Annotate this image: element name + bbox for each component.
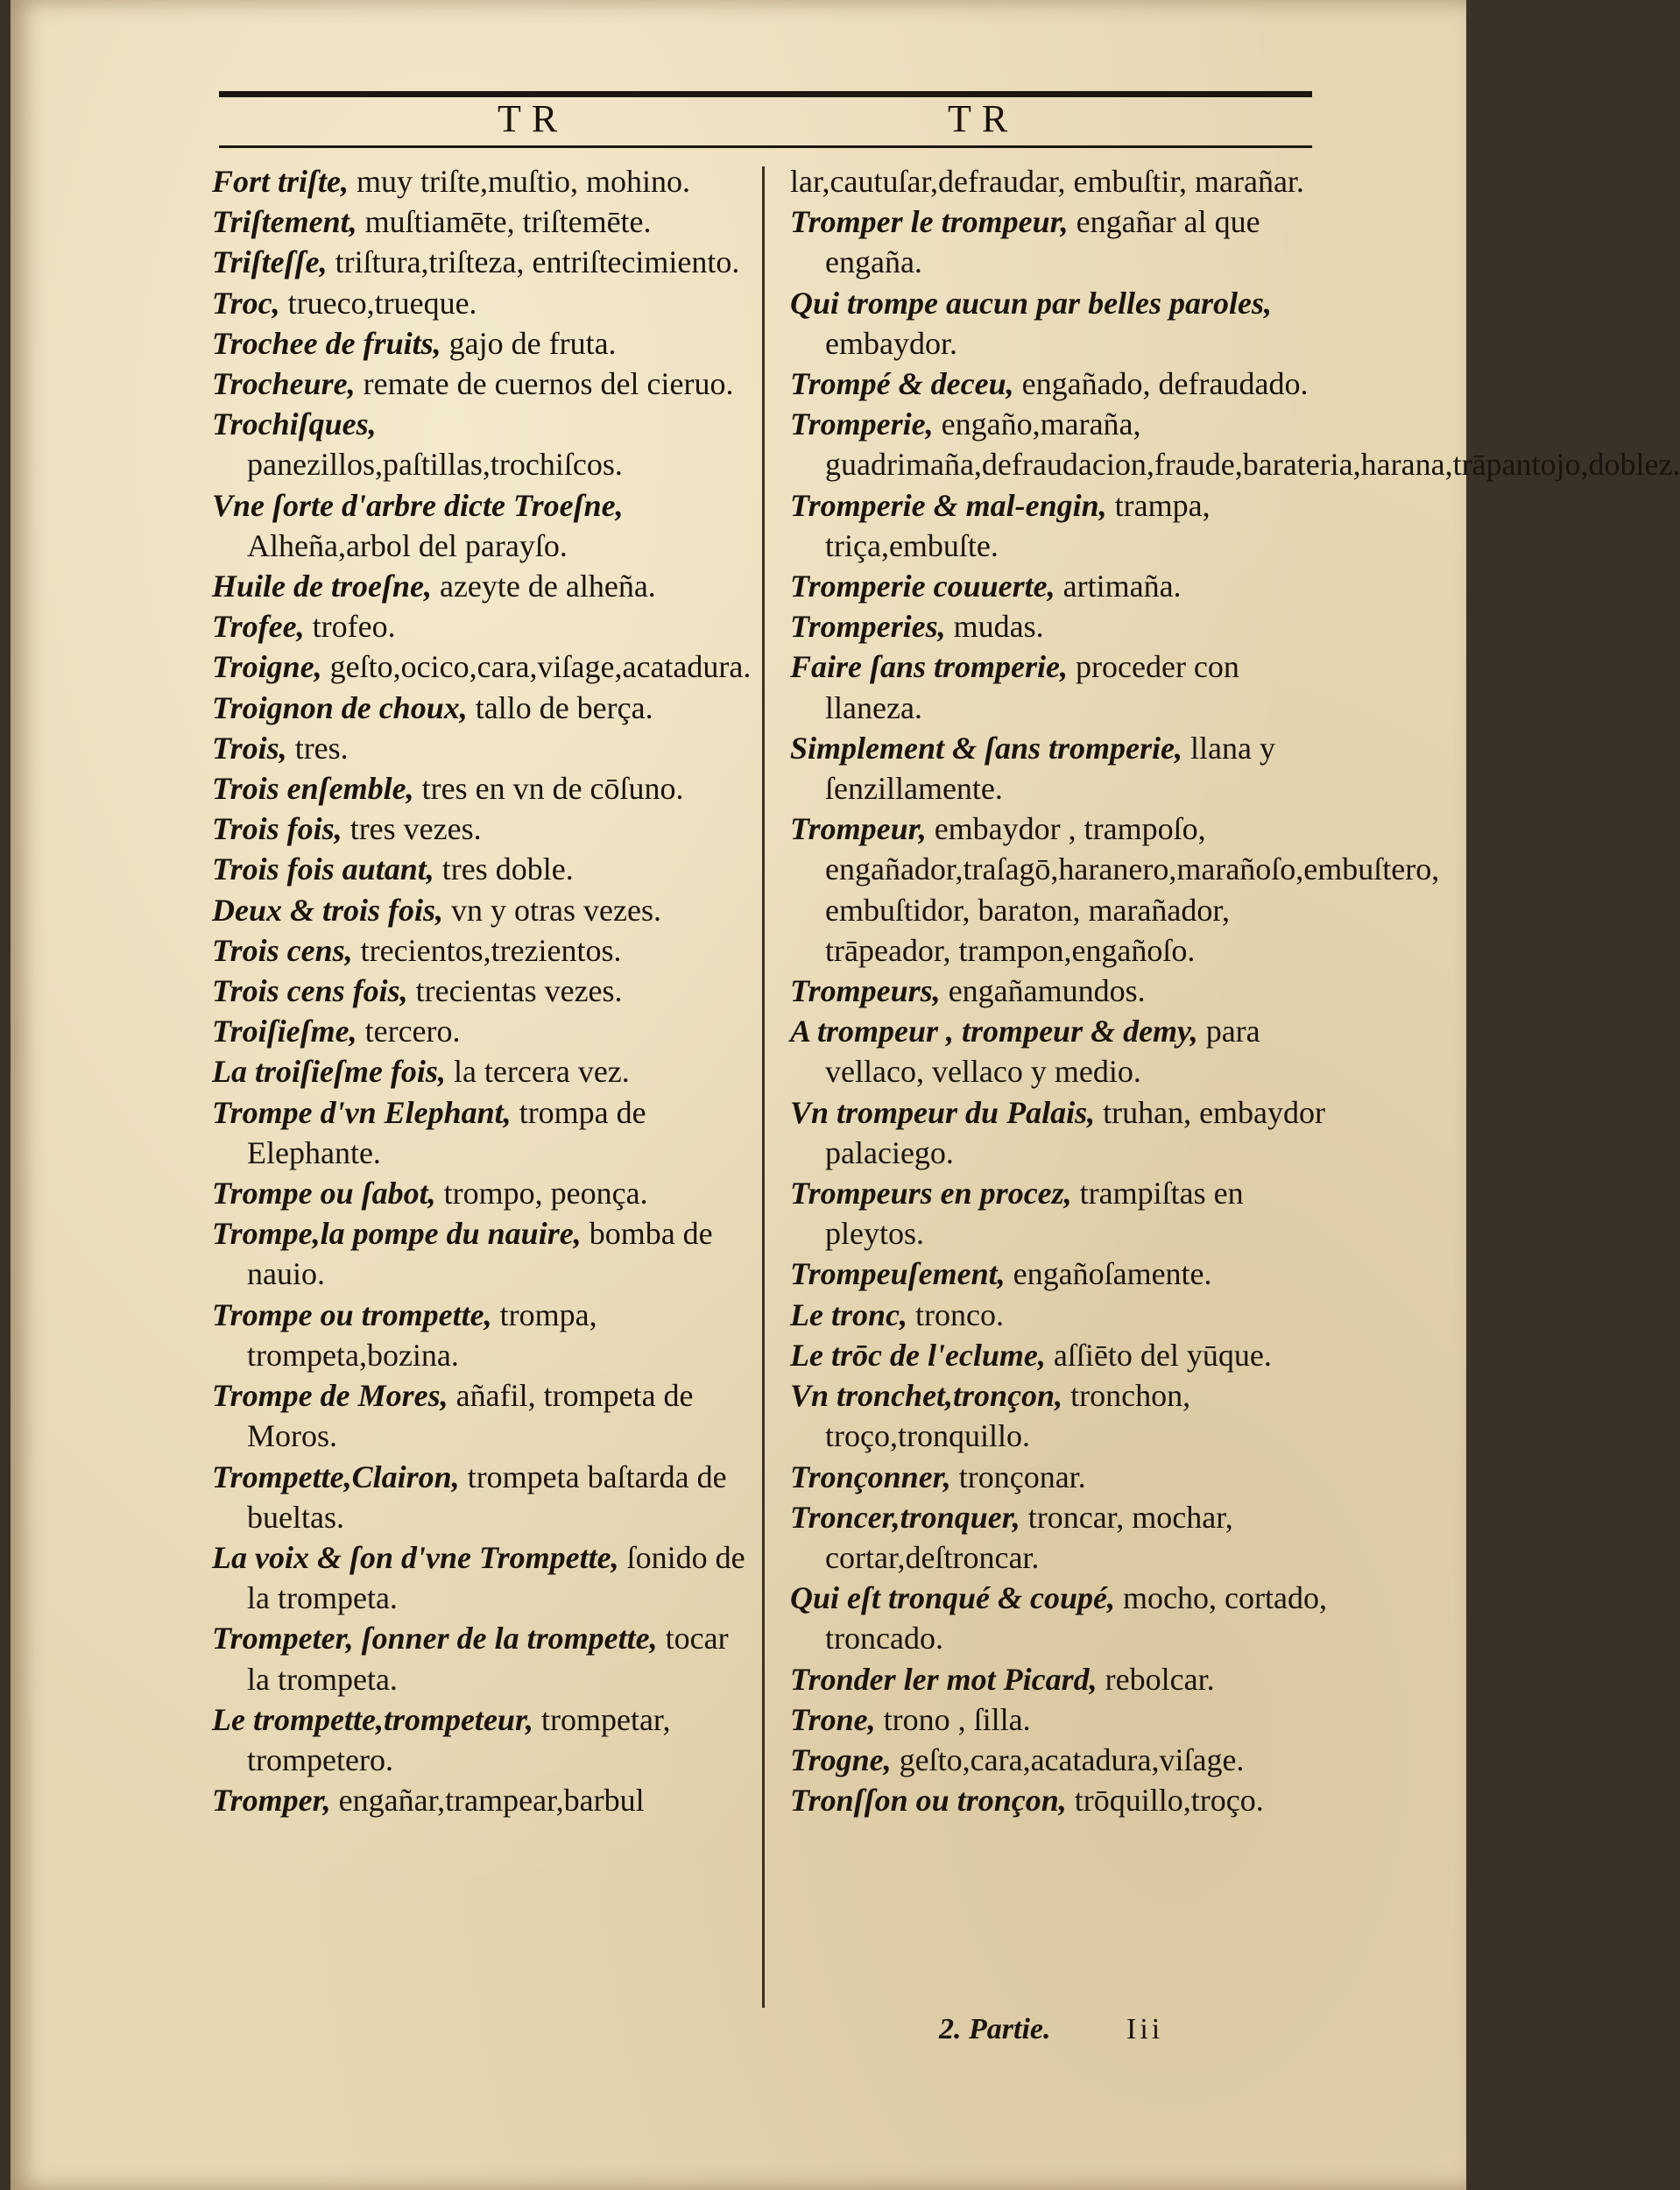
spanish-translation: triſtura,triſteza, entriſtecimiento. (335, 244, 740, 280)
spanish-translation: trecientas vezes. (415, 973, 623, 1009)
french-headword: Vn trompeur du Palais, (790, 1094, 1096, 1130)
dictionary-entry (212, 323, 753, 364)
spanish-translation: engañoſamente. (1013, 1256, 1212, 1292)
french-headword: Trompeurs, (790, 973, 941, 1009)
dictionary-entry (790, 1497, 1331, 1578)
french-headword: Troiſieſme, (212, 1014, 357, 1049)
french-headword: Troigne, (212, 649, 322, 685)
french-headword: Tronſſon ou tronçon, (790, 1783, 1067, 1819)
spanish-translation: trompo, peonça. (443, 1176, 648, 1212)
french-headword: Vne ſorte d'arbre dicte Troeſne, (212, 487, 624, 523)
french-headword: Le tronc, (790, 1296, 907, 1332)
spanish-translation: mocho, cortado, troncado. (825, 1580, 1327, 1657)
spanish-translation: trompa de Elephante. (247, 1094, 646, 1170)
french-headword: Trois fois, (212, 811, 342, 847)
spanish-translation: muy triſte,muſtio, mohino. (356, 164, 691, 199)
french-headword: La troiſieſme fois, (212, 1054, 446, 1090)
spanish-translation: geſto,ocico,cara,viſage,acatadura. (329, 649, 752, 685)
dictionary-entry (212, 242, 753, 282)
french-headword: Troncer,tronquer, (790, 1499, 1020, 1535)
dictionary-entry (212, 768, 753, 809)
dictionary-entry (790, 728, 1331, 809)
french-headword: Faire ſans tromperie, (790, 649, 1069, 685)
dictionary-entry (212, 364, 753, 404)
dictionary-entry (790, 1092, 1331, 1173)
french-headword: Trompé & deceu, (790, 366, 1014, 402)
spanish-translation: troncar, mochar, cortar,deſtroncar. (825, 1499, 1233, 1575)
dictionary-entry (212, 1618, 753, 1699)
dictionary-entry (212, 890, 753, 930)
french-headword: Fort triſte, (212, 164, 349, 199)
french-headword: Trois enſemble, (212, 771, 414, 807)
dictionary-entry (790, 364, 1331, 404)
spanish-translation: lar,cautuſar,defraudar, embuſtir, marañar. (790, 164, 1304, 199)
top-rule (219, 91, 1312, 97)
french-headword: Tromperie couuerte, (790, 569, 1055, 604)
spanish-translation: embaydor , trampoſo, engañador,traſagō,haranero,marañoſo,embuſtero, embuſtidor, baraton, marañador, trāpeador, trampon,engañoſo. (825, 811, 1440, 968)
dictionary-entry (212, 404, 753, 484)
spanish-translation: trompetar, trompetero. (247, 1701, 671, 1777)
french-headword: Deux & trois fois, (212, 892, 444, 928)
french-headword: Tromperies, (790, 609, 946, 645)
french-headword: Tromperie, (790, 406, 934, 442)
spanish-translation: embaydor. (825, 325, 957, 361)
spanish-translation: tocar la trompeta. (247, 1621, 729, 1697)
french-headword: Trompeur, (790, 811, 927, 847)
french-headword: Trompeurs en procez, (790, 1176, 1072, 1212)
spanish-translation: tronco. (914, 1296, 1004, 1332)
french-headword: Trompette,Clairon, (212, 1459, 460, 1494)
dictionary-entry (790, 1457, 1331, 1497)
dictionary-entry (212, 485, 753, 566)
french-headword: Trois cens fois, (212, 973, 408, 1009)
spanish-translation: engañar,trampear,barbul (338, 1783, 645, 1819)
french-headword: Trochiſques, (212, 406, 377, 442)
french-headword: Trone, (790, 1701, 876, 1737)
folio-mark: Iii (1126, 2013, 1164, 2045)
book-page (11, 0, 1680, 2190)
spanish-translation: azeyte de alheña. (439, 569, 656, 604)
spanish-translation: remate de cuernos del cieruo. (363, 366, 734, 402)
dictionary-entry (212, 1213, 753, 1294)
dictionary-entry (790, 1011, 1331, 1091)
spanish-translation: la tercera vez. (453, 1054, 630, 1090)
dictionary-entry (790, 1335, 1331, 1375)
french-headword: Le trōc de l'eclume, (790, 1337, 1046, 1373)
spanish-translation: llana y ſenzillamente. (825, 730, 1275, 807)
signature-mark: 2. Partie. (939, 2013, 1051, 2045)
dictionary-entry (790, 283, 1331, 364)
header-rule (219, 145, 1312, 148)
dictionary-entry (212, 1092, 753, 1173)
dictionary-entry (790, 1740, 1331, 1780)
dictionary-entry (212, 1375, 753, 1456)
dictionary-entry (790, 646, 1331, 727)
spanish-translation: panezillos,paſtillas,trochiſcos. (247, 447, 623, 483)
spanish-translation: engañado, defraudado. (1021, 366, 1309, 402)
french-headword: Qui trompe aucun par belles paroles, (790, 285, 1273, 321)
dictionary-entry (212, 1780, 753, 1820)
dictionary-entry (212, 606, 753, 646)
french-headword: Vn tronchet,tronçon, (790, 1378, 1063, 1414)
spanish-translation: trecientos,trezientos. (360, 932, 622, 968)
french-headword: Trochee de fruits, (212, 325, 441, 361)
spanish-translation: engañamundos. (948, 973, 1146, 1009)
dictionary-entry (212, 283, 753, 323)
column-divider (762, 166, 765, 2008)
running-head-left: TR (498, 97, 568, 140)
dictionary-entry (790, 485, 1331, 566)
spanish-translation: artimaña. (1062, 569, 1182, 604)
french-headword: Trompe de Mores, (212, 1378, 448, 1414)
dictionary-entry (790, 606, 1331, 646)
spanish-translation: trōquillo,troço. (1074, 1783, 1264, 1819)
spanish-translation: trompa, trompeta,bozina. (247, 1296, 597, 1373)
french-headword: Troignon de choux, (212, 689, 468, 725)
dictionary-entry (212, 1173, 753, 1213)
dictionary-entry (790, 404, 1680, 484)
spanish-translation: gajo de fruta. (448, 325, 617, 361)
dictionary-entry (212, 849, 753, 889)
right-column (790, 161, 1680, 1820)
spanish-translation: trono , ſilla. (883, 1701, 1031, 1737)
spanish-translation: mudas. (953, 609, 1044, 645)
dictionary-entry (212, 1051, 753, 1091)
dictionary-entry (790, 809, 1440, 971)
dictionary-entry (790, 1699, 1331, 1740)
spanish-translation: Alheña,arbol del parayſo. (247, 527, 568, 563)
dictionary-entry (212, 1699, 753, 1780)
spanish-translation: engañar al que engaña. (825, 204, 1260, 280)
spanish-translation: tres vezes. (349, 811, 482, 847)
dictionary-entry (212, 1295, 753, 1375)
dictionary-entry (790, 1254, 1331, 1294)
french-headword: Trompeuſement, (790, 1256, 1006, 1292)
dictionary-entry (212, 971, 753, 1011)
dictionary-entry (790, 1659, 1331, 1699)
french-headword: Huile de troeſne, (212, 569, 432, 604)
french-headword: Trompe,la pompe du nauire, (212, 1216, 582, 1252)
spanish-translation: para vellaco, vellaco y medio. (825, 1014, 1260, 1090)
french-headword: Qui eſt tronqué & coupé, (790, 1580, 1116, 1616)
french-headword: La voix & ſon d'vne Trompette, (212, 1539, 619, 1575)
french-headword: Troc, (212, 285, 280, 321)
dictionary-entry (212, 809, 753, 849)
spanish-translation: añafil, trompeta de Moros. (247, 1378, 694, 1454)
french-headword: Trois fois autant, (212, 851, 434, 887)
spanish-translation: tronchon, troço,tronquillo. (825, 1378, 1191, 1454)
dictionary-entry (790, 1173, 1331, 1254)
spanish-translation: engaño,maraña, guadrimaña,defraudacion,fraude,barateria,harana,trāpantojo,doblez. (825, 406, 1680, 483)
dictionary-entry (212, 566, 753, 606)
dictionary-entry (212, 161, 753, 201)
french-headword: Le trompette,trompeteur, (212, 1701, 533, 1737)
spanish-translation: ſonido de la trompeta. (247, 1539, 745, 1616)
french-headword: Tromperie & mal-engin, (790, 487, 1107, 523)
french-headword: Triſteſſe, (212, 244, 328, 280)
spanish-translation: vn y otras vezes. (451, 892, 661, 928)
french-headword: Trompeter, ſonner de la trompette, (212, 1621, 658, 1657)
dictionary-entry (212, 1457, 753, 1537)
spanish-translation: tallo de berça. (475, 689, 653, 725)
spanish-translation: truhan, embaydor palaciego. (825, 1094, 1326, 1170)
spanish-translation: bomba de nauio. (247, 1216, 713, 1292)
dictionary-entry (790, 1578, 1331, 1658)
spanish-translation: trueco,trueque. (287, 285, 477, 321)
dictionary-entry (212, 688, 753, 728)
running-head-right: TR (948, 97, 1019, 140)
spanish-translation: trampa, triça,embuſte. (825, 487, 1211, 563)
dictionary-entry (212, 930, 753, 971)
dictionary-entry (212, 1537, 753, 1618)
french-headword: Trogne, (790, 1741, 892, 1777)
dictionary-entry (212, 1011, 753, 1051)
french-headword: Trompe ou ſabot, (212, 1176, 436, 1212)
spanish-translation: tres doble. (441, 851, 574, 887)
spanish-translation: geſto,cara,acatadura,viſage. (899, 1741, 1245, 1777)
spanish-translation: muſtiamēte, triſtemēte. (364, 204, 652, 240)
spanish-translation: tercero. (364, 1014, 461, 1049)
spanish-translation: trampiſtas en pleytos. (825, 1176, 1244, 1252)
spanish-translation: tres. (294, 730, 349, 766)
french-headword: Trois cens, (212, 932, 353, 968)
dictionary-entry (790, 161, 1331, 201)
dictionary-entry (790, 1780, 1331, 1820)
spanish-translation: proceder con llaneza. (825, 649, 1239, 725)
french-headword: Trompe d'vn Elephant, (212, 1094, 512, 1130)
spanish-translation: trofeo. (312, 609, 396, 645)
dictionary-entry (790, 201, 1331, 282)
spanish-translation: tres en vn de cōſuno. (421, 771, 684, 807)
dictionary-entry (790, 971, 1331, 1011)
dictionary-entry (212, 728, 753, 768)
french-headword: Trois, (212, 730, 287, 766)
french-headword: Tronçonner, (790, 1459, 951, 1494)
french-headword: Tromper, (212, 1783, 331, 1819)
spanish-translation: rebolcar. (1105, 1661, 1215, 1697)
spanish-translation: aſſiēto del yūque. (1053, 1337, 1272, 1373)
dictionary-entry (790, 566, 1331, 606)
french-headword: Trofee, (212, 609, 305, 645)
french-headword: Tronder ler mot Picard, (790, 1661, 1098, 1697)
left-column (212, 161, 753, 1820)
spanish-translation: tronçonar. (958, 1459, 1086, 1494)
dictionary-entry (790, 1295, 1331, 1335)
french-headword: Trompe ou trompette, (212, 1296, 492, 1332)
french-headword: Trocheure, (212, 366, 356, 402)
french-headword: Tromper le trompeur, (790, 204, 1069, 240)
french-headword: Triſtement, (212, 204, 357, 240)
french-headword: Simplement & ſans tromperie, (790, 730, 1183, 766)
dictionary-entry (212, 646, 753, 687)
dictionary-entry (212, 201, 753, 242)
french-headword: A trompeur , trompeur & demy, (790, 1014, 1198, 1049)
spanish-translation: trompeta baſtarda de bueltas. (247, 1459, 727, 1535)
dictionary-entry (790, 1375, 1331, 1456)
